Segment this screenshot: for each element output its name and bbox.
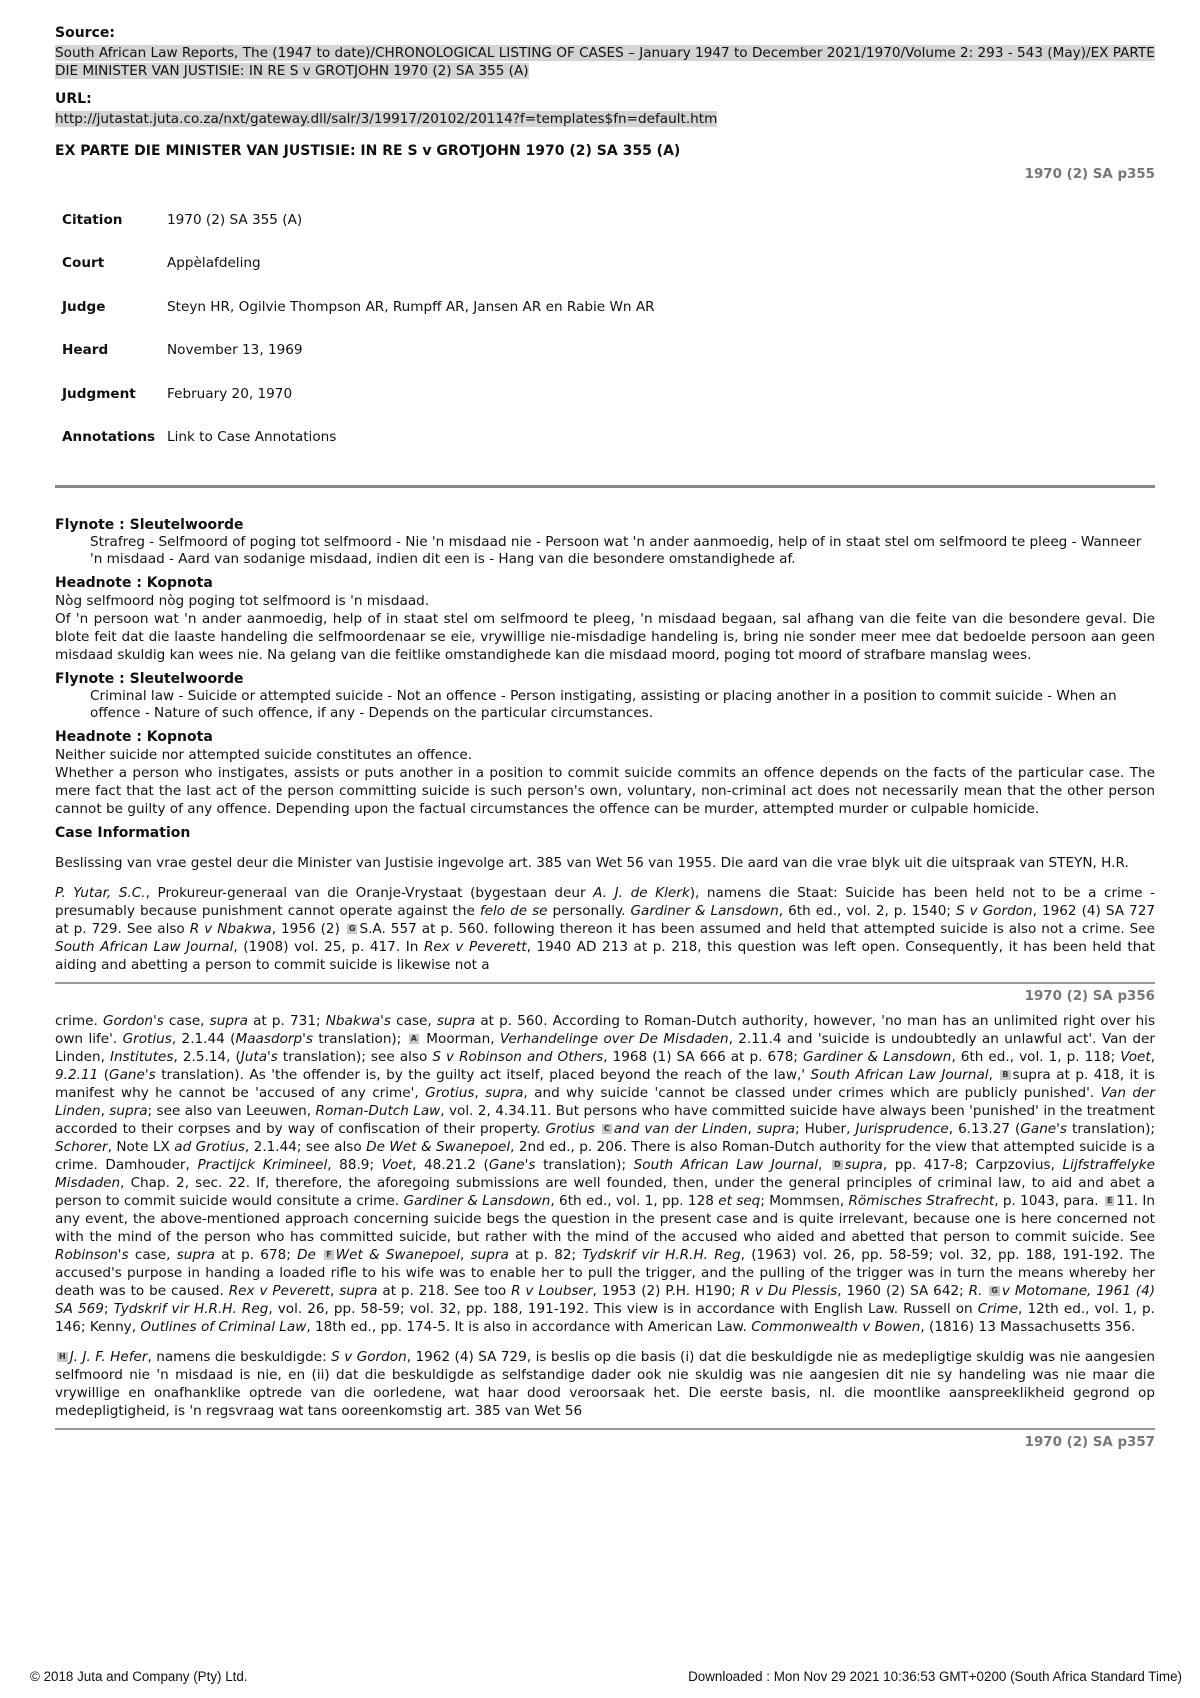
meta-row-citation — [62, 198, 655, 242]
url-link[interactable]: http://jutastat.juta.co.za/nxt/gateway.dll/salr/3/19917/20102/20114?f=templates$fn=default.htm — [55, 111, 718, 127]
text-run: , (1963) vol. 26, pp. 58-59; vol. 32, pp. 188, 191-192. The accused's purpose in handing a loaded rifle to his wife was to enable her to pull the trigger, and the pulling of the trigger was in turn the means whereby her death was to be caused. — [55, 1247, 1155, 1299]
text-run: , — [330, 1283, 340, 1299]
text-run: , Chap. 2, sec. 22. If, therefore, the aforegoing submissions are well founded, then, under the general principles of criminal law, to aid and abet a person to commit suicide would consitute a crime. — [55, 1175, 1155, 1209]
text-run: , — [747, 1121, 757, 1137]
text-run: , 2nd ed., p. 206. There is also Roman-Dutch authority for the view that attempted suicide is a crime. Damhouder, — [55, 1139, 1155, 1173]
text-run: , vol. 26, pp. 58-59; vol. 32, pp. 188, 191-192. This view is in accordance with English Law. Russell on — [268, 1301, 978, 1317]
page-reference: 1970 (2) SA p356 — [1024, 989, 1155, 1004]
text-run: at p. 218. See too — [377, 1283, 512, 1299]
meta-value: 1970 (2) SA 355 (A) — [167, 211, 303, 228]
italic-citation: Gardiner & Lansdown — [403, 1193, 551, 1209]
text-run: , namens die beskuldigde: — [147, 1349, 332, 1365]
headnote-paragraph: Nòg selfmoord nòg poging tot selfmoord is 'n misdaad. — [55, 593, 430, 609]
flynote-heading: Flynote : Sleutelwoorde — [55, 671, 244, 687]
text-run: case, — [391, 1013, 437, 1029]
headnote-paragraph: Of 'n persoon wat 'n ander aanmoedig, help of in staat stel om selfmoord te pleeg, 'n misdaad begaan, sal afhang van die feite van die besondere geval. Die blote feit dat die laaste handeling die selfmoordenaar se eie, vrywillige nie-misdadige handeling is, bring nie sonder meer mee dat bedoelde persoon aan geen misdaad skuldig kan wees nie. Na gelang van die feitlike omstandighede kan die misdaad moord, poging tot moord of strafbare manslag wees. — [55, 611, 1155, 663]
page-reference: 1970 (2) SA p355 — [1024, 167, 1155, 182]
italic-citation: supra — [470, 1247, 509, 1263]
meta-key: Judgment — [62, 385, 136, 402]
italic-citation: Nbakwa's — [325, 1013, 391, 1029]
italic-citation: Maasdorp's — [235, 1031, 313, 1047]
text-run: , 1962 (4) SA 727 at p. 729. See also — [55, 903, 1155, 937]
page-divider — [55, 982, 1155, 984]
italic-citation: Institutes — [109, 1049, 174, 1065]
text-run: case, — [163, 1013, 210, 1029]
italic-citation: R v Du Plessis — [740, 1283, 838, 1299]
meta-row-annotations — [62, 416, 655, 460]
argument-paragraph-state — [55, 884, 1155, 974]
text-run — [316, 1247, 322, 1263]
italic-citation: Juta's — [240, 1049, 278, 1065]
italic-citation: 9.2.11 — [55, 1067, 99, 1083]
text-run: case, — [128, 1247, 177, 1263]
italic-citation: supra — [756, 1121, 796, 1137]
italic-citation: Roman-Dutch Law — [315, 1103, 441, 1119]
italic-citation: ad Grotius — [174, 1139, 245, 1155]
italic-citation: Grotius — [122, 1031, 172, 1047]
text-run: at p. 678; — [214, 1247, 298, 1263]
download-timestamp: Downloaded : Mon Nov 29 2021 10:36:53 GMT+0200 (South Africa Standard Time) — [688, 1669, 1182, 1684]
italic-citation: R. — [968, 1283, 983, 1299]
italic-citation: P. Yutar, S.C. — [55, 885, 146, 901]
margin-letter-marker: H — [59, 1352, 66, 1361]
italic-citation: Gane's — [488, 1157, 536, 1173]
italic-citation: supra — [844, 1157, 883, 1173]
text-run: at p. 731; — [247, 1013, 326, 1029]
headnote-paragraph: Neither suicide nor attempted suicide constitutes an offence. — [55, 747, 473, 763]
italic-citation: R v Loubser — [511, 1283, 593, 1299]
italic-citation: and van der Linden — [613, 1121, 748, 1137]
italic-citation: South African Law Journal — [55, 939, 234, 955]
italic-citation: supra — [109, 1103, 148, 1119]
section-divider — [55, 485, 1155, 488]
text-run: translation); — [535, 1157, 634, 1173]
text-run: translation); — [1067, 1121, 1155, 1137]
copyright-notice: © 2018 Juta and Company (Pty) Ltd. — [30, 1669, 248, 1684]
italic-citation: Van der Linden — [55, 1085, 1155, 1119]
text-run: at p. 560. According to Roman-Dutch authority, however, 'no man has an unlimited right over his own life'. — [55, 1013, 1156, 1047]
text-run: ), namens die Staat: Suicide has been held not to be a crime - presumably because punishment cannot operate against the — [55, 885, 1155, 919]
text-run: , 1968 (1) SA 666 at p. 678; — [603, 1049, 804, 1065]
text-run: , 1953 (2) P.H. H190; — [592, 1283, 741, 1299]
text-run: , 2.11.4 and 'suicide is undoubtedly an unlawful act'. Van der Linden, — [55, 1031, 1155, 1065]
italic-citation: R v Nbakwa — [189, 921, 272, 937]
italic-citation: De Wet & Swanepoel — [366, 1139, 511, 1155]
text-run: , 6.13.27 ( — [948, 1121, 1021, 1137]
text-run: , 88.9; — [327, 1157, 382, 1173]
text-run — [982, 1283, 987, 1299]
text-run: , Note LX — [107, 1139, 175, 1155]
meta-value: Steyn HR, Ogilvie Thompson AR, Rumpff AR, Jansen AR en Rabie Wn AR — [167, 298, 655, 315]
italic-citation: Practijck Krimineel — [197, 1157, 328, 1173]
annotations-link[interactable]: Link to Case Annotations — [167, 429, 337, 446]
margin-letter-marker: C — [603, 1124, 610, 1133]
italic-citation: Römisches Strafrecht — [848, 1193, 995, 1209]
text-run: , 1956 (2) — [271, 921, 345, 937]
text-run: , 2.1.44; see also — [244, 1139, 367, 1155]
text-run: , 2.1.44 ( — [171, 1031, 236, 1047]
meta-row-judgment — [62, 372, 655, 416]
case-information-paragraph: Beslissing van vrae gestel deur die Minister van Justisie ingevolge art. 385 van Wet 56 van 1955. Die aard van die vrae blyk uit die uitspraak van STEYN, H.R. — [55, 855, 1129, 871]
url-label: URL: — [55, 91, 92, 107]
margin-letter-marker: G — [991, 1286, 998, 1295]
italic-citation: Voet — [1120, 1049, 1151, 1065]
italic-citation: Gardiner & Lansdown — [803, 1049, 952, 1065]
text-run: translation). As 'the offender is, by the guilty act itself, placed beyond the reach of the law,' — [155, 1067, 811, 1083]
italic-citation: South African Law Journal — [810, 1067, 989, 1083]
italic-citation: Gardiner & Lansdown — [630, 903, 779, 919]
text-run: , 1962 (4) SA 729, is beslis op die basis (i) dat die beskuldigde nie as medepligtige skuldig was nie aangesien selfmoord nie 'n misdaad is nie, en (ii) dat die beskuldigde as selfstandige dader ook nie skuldig was nie aangesien dit nie sy handeling was nie maar die vrywillige en onafhanklike optrede van die oorledene, wat haar dood veroorsaak het. Die eerste basis, nl. die moontlike aanspreeklikheid gegrond op medepligtigheid, is 'n regsvraag wat tans ooreenkomstig art. 385 van Wet 56 — [55, 1349, 1155, 1419]
case-information-heading: Case Information — [55, 825, 191, 841]
italic-citation: Grotius — [425, 1085, 475, 1101]
italic-citation: supra — [209, 1013, 248, 1029]
italic-citation: Jurisprudence — [855, 1121, 949, 1137]
flynote-heading: Flynote : Sleutelwoorde — [55, 517, 244, 533]
italic-citation: supra — [339, 1283, 378, 1299]
italic-citation: S v Gordon — [955, 903, 1033, 919]
italic-citation: Tydskrif vir H.R.H. Reg — [113, 1301, 269, 1317]
text-run: , 6th ed., vol. 1, p. 118; — [951, 1049, 1121, 1065]
italic-citation: Rex v Peverett — [423, 939, 527, 955]
flynote-text: Strafreg - Selfmoord of poging tot selfmoord - Nie 'n misdaad nie - Persoon wat 'n ander aanmoedig, help of in staat stel om selfmoord te pleeg - Wanneer 'n misdaad - Aard van sodanige misdaad, indien dit een is - Hang van die besondere omstandighede af. — [90, 534, 1142, 567]
text-run: supra at p. 418, it is manifest why he cannot be 'accused of any crime', — [55, 1067, 1155, 1101]
italic-citation: Tydskrif vir H.R.H. Reg — [582, 1247, 741, 1263]
headnote-heading: Headnote : Kopnota — [55, 575, 213, 591]
text-run: , 6th ed., vol. 2, p. 1540; — [778, 903, 956, 919]
text-run: , 1940 AD 213 at p. 218, this question was left open. Consequently, it has been held that aiding and abetting a person to commit suicide is likewise not a — [55, 939, 1155, 973]
italic-citation: S v Gordon — [331, 1349, 407, 1365]
meta-key: Annotations — [62, 429, 156, 446]
italic-citation: supra — [176, 1247, 215, 1263]
italic-citation: supra — [436, 1013, 476, 1029]
meta-key: Heard — [62, 342, 109, 359]
page-reference: 1970 (2) SA p357 — [1024, 1435, 1155, 1450]
text-run: , 12th ed., vol. 1, p. 146; Kenny, — [55, 1301, 1155, 1335]
source-path[interactable]: South African Law Reports, The (1947 to date)/CHRONOLOGICAL LISTING OF CASES – January 1947 to December 2021/1970/Volume 2: 293 - 543 (May)/EX PARTE DIE MINISTER VAN JUSTISIE: IN RE S v GROTJOHN 1970 (2) SA 355 (A) — [55, 45, 1155, 79]
source-label: Source: — [55, 25, 115, 41]
margin-letter-marker: E — [1106, 1196, 1113, 1205]
meta-key: Court — [62, 255, 105, 272]
argument-paragraph-continued — [55, 1012, 1155, 1336]
italic-citation: S v Robinson and Others — [432, 1049, 604, 1065]
italic-citation: Gane's — [1020, 1121, 1067, 1137]
text-run: at p. 82; — [508, 1247, 583, 1263]
margin-letter-marker: A — [410, 1034, 417, 1043]
text-run: 11. In any event, the above-mentioned approach concerning suicide begs the question in the present case and is quite irrelevant, because one is here concerned not with the mind of the person who has committed suicide, but rather with the mind of the accused who aided and abetted that person to commit suicide. See — [55, 1193, 1155, 1245]
text-run: , 18th ed., pp. 174-5. It is also in accordance with American Law. — [306, 1319, 752, 1335]
argument-paragraph-defence — [55, 1348, 1155, 1420]
text-run: , — [460, 1247, 471, 1263]
italic-citation: et seq — [718, 1193, 761, 1209]
text-run: crime. — [55, 1013, 103, 1029]
text-run: S.A. 557 at p. 560. following thereon it has been assumed and held that attempted suicide is also not a crime. See — [359, 921, 1155, 937]
margin-letter-marker: F — [326, 1250, 332, 1259]
italic-citation: J. J. F. Hefer — [69, 1349, 148, 1365]
italic-citation: Gane's — [109, 1067, 156, 1083]
text-run: , — [988, 1067, 999, 1083]
italic-citation: Lijfstraffelyke Misdaden — [55, 1157, 1155, 1191]
text-run: , 6th ed., vol. 1, pp. 128 — [550, 1193, 719, 1209]
italic-citation: De — [297, 1247, 316, 1263]
text-run: , and why suicide 'cannot be classed under crimes which are publicly punished'. — [523, 1085, 1101, 1101]
italic-citation: Verhandelinge over De Misdaden — [499, 1031, 729, 1047]
text-run: ; Mommsen, — [760, 1193, 849, 1209]
headnote-paragraph: Whether a person who instigates, assists or puts another in a position to commit suicide commits an offence depends on the facts of the particular case. The mere fact that the last act of the person committing suicide is such person's own, voluntary, non-criminal act does not necessarily mean that the other person cannot be guilty of any offence. Depending upon the factual circumstances the offence can be murder, attempted murder or culpable homicide. — [55, 765, 1155, 817]
text-run: personally. — [547, 903, 631, 919]
document-title: EX PARTE DIE MINISTER VAN JUSTISIE: IN RE S v GROTJOHN 1970 (2) SA 355 (A) — [55, 143, 681, 159]
case-metadata-table — [62, 198, 655, 459]
text-run: , — [1150, 1049, 1156, 1065]
text-run: , (1816) 13 Massachusetts 356. — [920, 1319, 1136, 1335]
italic-citation: supra — [485, 1085, 524, 1101]
italic-citation: A. J. de Klerk — [593, 885, 690, 901]
italic-citation: Crime — [977, 1301, 1019, 1317]
italic-citation: Wet & Swanepoel — [335, 1247, 461, 1263]
italic-citation: Voet — [381, 1157, 413, 1173]
page-divider — [55, 1428, 1155, 1430]
meta-row-judge — [62, 285, 655, 329]
italic-citation: Robinson's — [55, 1247, 129, 1263]
text-run: , — [100, 1103, 110, 1119]
italic-citation: Schorer — [55, 1139, 108, 1155]
page-footer — [30, 1669, 1182, 1684]
meta-value: February 20, 1970 — [167, 385, 293, 402]
text-run: translation); — [312, 1031, 407, 1047]
meta-value: November 13, 1969 — [167, 342, 303, 359]
text-run: , 2.5.14, ( — [173, 1049, 241, 1065]
document-page — [55, 24, 1155, 1452]
text-run: , vol. 2, 4.34.11. But persons who have committed suicide have always been 'punished' in the treatment accorded to their corpses and by way of confiscation of their property. — [55, 1103, 1155, 1137]
text-run: , Prokureur-generaal van die Oranje-Vrystaat (bygestaan deur — [145, 885, 594, 901]
italic-citation: felo de se — [479, 903, 548, 919]
text-run — [595, 1121, 600, 1137]
text-run: Moorman, — [420, 1031, 500, 1047]
text-run: translation); see also — [277, 1049, 433, 1065]
italic-citation: Grotius — [545, 1121, 595, 1137]
text-run: , 1960 (2) SA 642; — [837, 1283, 969, 1299]
headnote-heading: Headnote : Kopnota — [55, 729, 213, 745]
text-run: ; see also van Leeuwen, — [147, 1103, 316, 1119]
text-run: , p. 1043, para. — [994, 1193, 1103, 1209]
meta-row-court — [62, 242, 655, 286]
margin-letter-marker: D — [833, 1160, 841, 1169]
italic-citation: Commonwealth v Bowen — [751, 1319, 921, 1335]
text-run: , — [818, 1157, 830, 1173]
italic-citation: v Motomane, 1961 (4) SA 569 — [55, 1283, 1156, 1317]
text-run: , pp. 417-8; Carpzovius, — [882, 1157, 1063, 1173]
italic-citation: Outlines of Criminal Law — [140, 1319, 307, 1335]
meta-value: Appèlafdeling — [167, 255, 261, 272]
meta-key: Judge — [62, 298, 106, 315]
text-run: , — [474, 1085, 486, 1101]
margin-letter-marker: G — [348, 924, 356, 933]
text-run: ; — [103, 1301, 114, 1317]
margin-letter-marker: B — [1002, 1070, 1009, 1079]
flynote-text: Criminal law - Suicide or attempted suicide - Not an offence - Person instigating, assisting or placing another in a position to commit suicide - When an offence - Nature of such offence, if any - Depends on the particular circumstances. — [90, 688, 1117, 721]
text-run: ( — [98, 1067, 110, 1083]
italic-citation: Gordon's — [102, 1013, 164, 1029]
meta-key: Citation — [62, 211, 123, 228]
meta-row-heard — [62, 329, 655, 373]
text-run: , 48.21.2 ( — [412, 1157, 489, 1173]
italic-citation: South African Law Journal — [633, 1157, 819, 1173]
italic-citation: Rex v Peverett — [228, 1283, 331, 1299]
text-run: ; Huber, — [795, 1121, 856, 1137]
text-run: , (1908) vol. 25, p. 417. In — [233, 939, 424, 955]
